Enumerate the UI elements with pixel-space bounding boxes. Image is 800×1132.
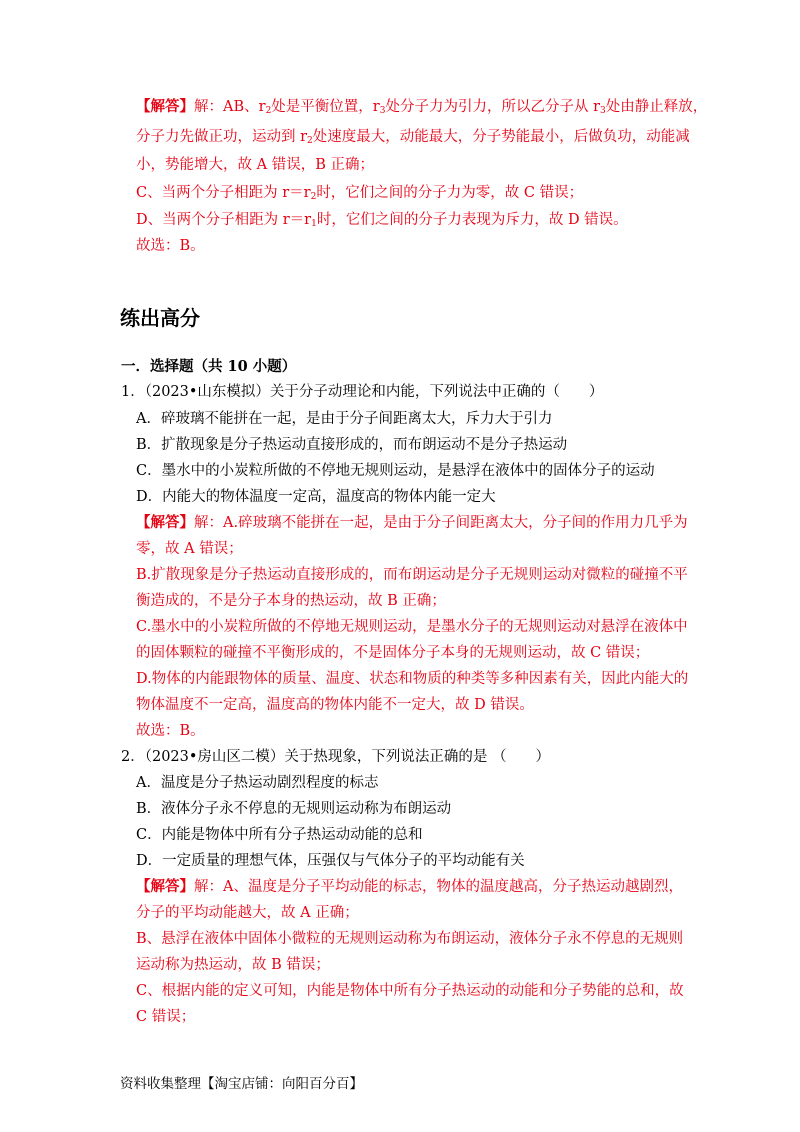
question-1-answer-line-1 <box>136 513 688 533</box>
question-1-answer-line-3: B.扩散现象是分子热运动直接形成的，而布朗运动是分子无规则运动对微粒的碰撞不平 <box>136 567 688 583</box>
prev-answer-line-5 <box>136 210 628 230</box>
prev-answer-line-2 <box>136 127 690 147</box>
question-2-stem: 2．（2023•房山区二模）关于热现象，下列说法正确的是 （ ） <box>121 749 551 765</box>
answer-label: 【解答】 <box>136 514 194 531</box>
subscript: 3 <box>600 106 606 116</box>
question-1-option-c: C．墨水中的小炭粒所做的不停地无规则运动，是悬浮在液体中的固体分子的运动 <box>136 463 655 479</box>
question-2-option-b: B．液体分子永不停息的无规则运动称为布朗运动 <box>136 801 452 817</box>
question-2-option-a: A．温度是分子热运动剧烈程度的标志 <box>136 775 379 791</box>
subscript: 1 <box>311 219 317 229</box>
question-2-answer-line-4: 运动称为热运动，故 B 错误； <box>136 957 330 973</box>
text: 时，它们之间的分子力为零，故 C 错误； <box>316 185 584 201</box>
question-1-answer-line-7: D.物体的内能跟物体的质量、温度、状态和物质的种类等多种因素有关，因此内能大的 <box>136 671 689 687</box>
text: 处速度最大，动能最大，分子势能最小，后做负功，动能减 <box>312 129 690 145</box>
prev-answer-conclusion: 故选：B。 <box>136 238 205 254</box>
subscript: 2 <box>307 136 313 146</box>
question-1-option-b: B．扩散现象是分子热运动直接形成的，而布朗运动不是分子热运动 <box>136 437 568 453</box>
text: 分子力先做正功，运动到 r <box>136 129 308 145</box>
prev-answer-line-3: 小，势能增大，故 A 错误，B 正确； <box>136 157 374 173</box>
subscript: 2 <box>310 192 317 202</box>
question-1-answer-line-5: C.墨水中的小炭粒所做的不停地无规则运动，是墨水分子的无规则运动对悬浮在液体中 <box>136 619 688 635</box>
answer-label: 【解答】 <box>136 878 194 895</box>
subscript: 2 <box>265 106 272 116</box>
text: 处由静止释放， <box>605 99 708 115</box>
question-2-answer-line-2: 分子的平均动能越大，故 A 正确； <box>136 905 359 921</box>
question-1-answer-line-6: 的固体颗粒的碰撞不平衡形成的，不是固体分子本身的无规则运动，故 C 错误； <box>136 645 650 661</box>
answer-label: 【解答】 <box>136 98 194 115</box>
text: 处分子力为引力，所以乙分子从 r <box>385 99 601 115</box>
section-heading: 练出高分 <box>120 306 200 330</box>
question-2-answer-line-6: C 错误； <box>136 1009 196 1025</box>
question-2-answer-line-3: B、悬浮在液体中固体小微粒的无规则运动称为布朗运动，液体分子永不停息的无规则 <box>136 931 684 947</box>
prev-answer-line-4 <box>136 183 583 203</box>
question-2-option-d: D．一定质量的理想气体，压强仅与气体分子的平均动能有关 <box>136 853 525 869</box>
page-footer: 资料收集整理【淘宝店铺：向阳百分百】 <box>120 1076 363 1092</box>
question-2-answer-line-1 <box>136 877 683 897</box>
question-1-answer-line-8: 物体温度不一定高，温度高的物体内能不一定大，故 D 错误。 <box>136 697 534 713</box>
question-1-answer-line-2: 零，故 A 错误； <box>136 541 243 557</box>
question-2-option-c: C．内能是物体中所有分子热运动动能的总和 <box>136 827 423 843</box>
text: 时，它们之间的分子力表现为斥力，故 D 错误。 <box>316 212 628 228</box>
question-1-answer-conclusion: 故选：B。 <box>136 723 205 739</box>
prev-answer-line-1 <box>136 97 707 117</box>
text: 解：A、温度是分子平均动能的标志，物体的温度越高，分子热运动越剧烈， <box>194 879 683 895</box>
text: 解：A.碎玻璃不能拼在一起，是由于分子间距离太大，分子间的作用力几乎为 <box>194 515 688 531</box>
text: 处是平衡位置，r <box>271 99 380 115</box>
question-1-stem: 1．（2023•山东模拟）关于分子动理论和内能，下列说法中正确的（ ） <box>121 384 604 400</box>
text: C、当两个分子相距为 r＝r <box>136 185 311 201</box>
question-2-answer-line-5: C、根据内能的定义可知，内能是物体中所有分子热运动的动能和分子势能的总和，故 <box>136 983 684 999</box>
question-1-option-d: D．内能大的物体温度一定高，温度高的物体内能一定大 <box>136 489 496 505</box>
subscript: 3 <box>379 106 386 116</box>
section-title: 一．选择题（共 10 小题） <box>121 358 297 375</box>
text: 解：AB、r <box>194 99 266 115</box>
question-1-answer-line-4: 衡造成的，不是分子本身的热运动，故 B 正确； <box>136 593 446 609</box>
text: D、当两个分子相距为 r＝r <box>136 212 312 228</box>
question-1-option-a: A．碎玻璃不能拼在一起，是由于分子间距离太大，斥力大于引力 <box>136 411 553 427</box>
